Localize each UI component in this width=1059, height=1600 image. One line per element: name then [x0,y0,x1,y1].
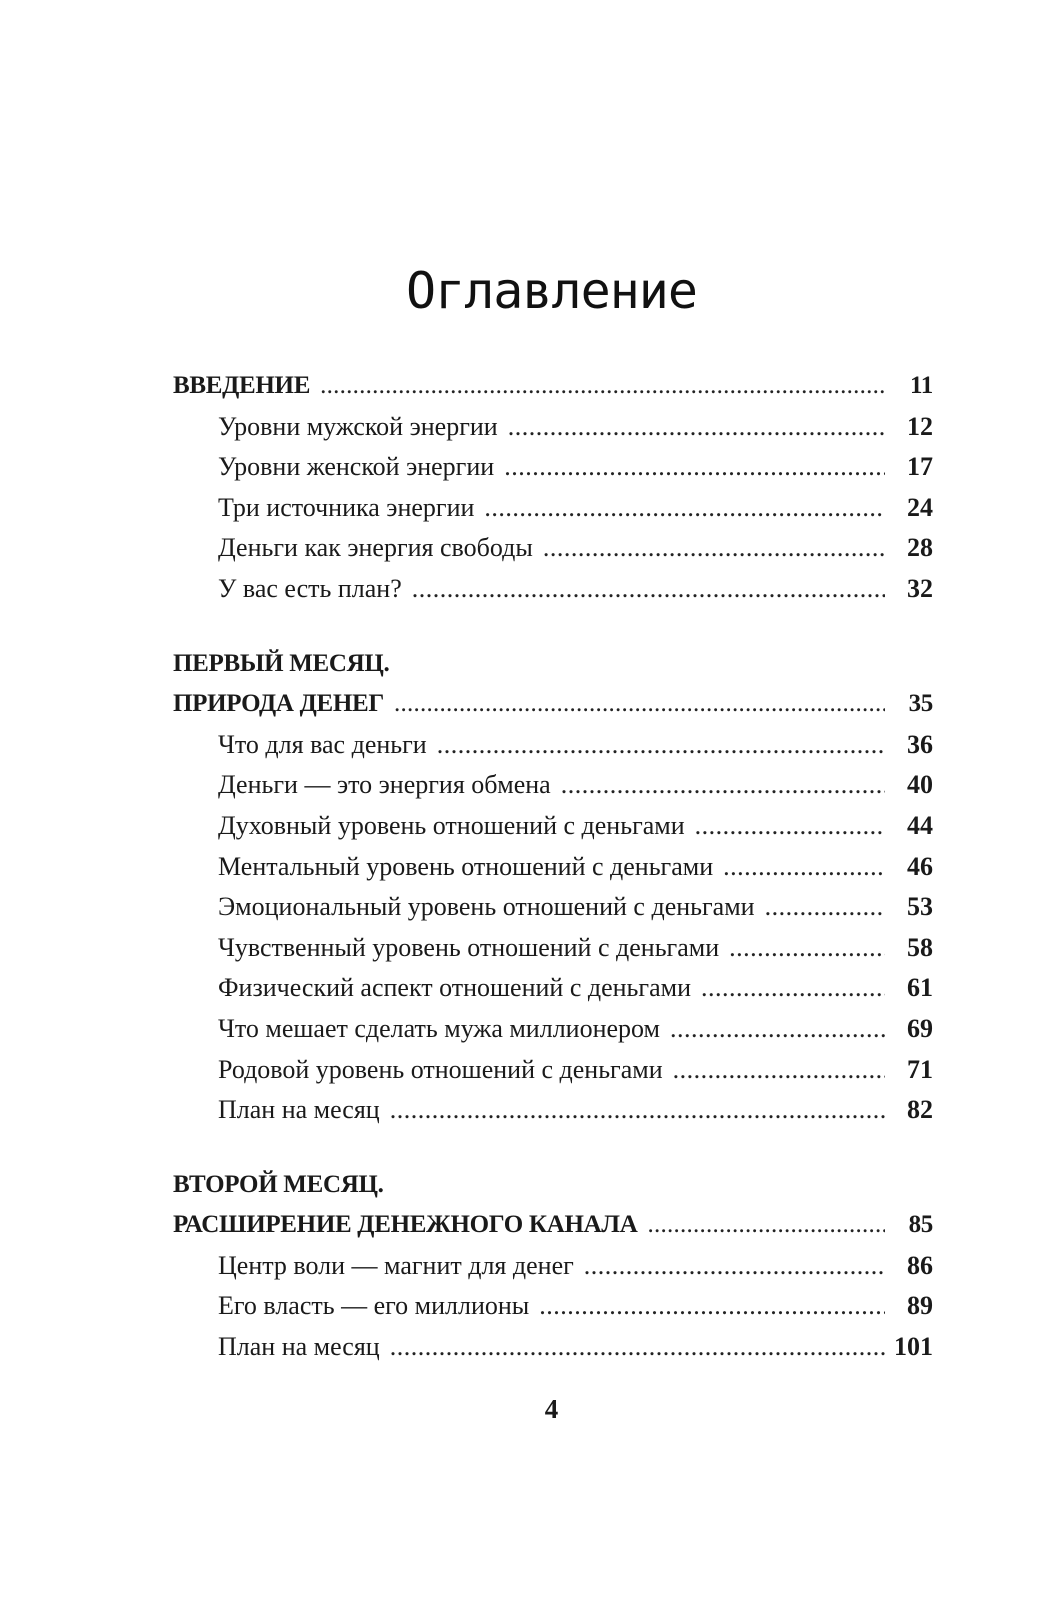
toc-entry-label: Деньги как энергия свободы [218,533,533,563]
toc-entry-label: Чувственный уровень отношений с деньгами [218,932,720,962]
toc-entry[interactable] [173,1327,933,1368]
leader-dots [670,1009,885,1050]
toc-entry-label: Его власть — его миллионы [218,1291,530,1321]
toc-section-introduction [173,366,933,610]
toc-page-number: 82 [907,1095,933,1125]
toc-page-number: 40 [907,770,933,800]
toc-entry[interactable] [173,1246,933,1287]
toc-entry[interactable] [173,765,933,806]
toc-page-number: 86 [907,1250,933,1280]
toc-entry-label: Духовный уровень отношений с деньгами [218,810,685,840]
toc-page-number: 12 [907,411,933,441]
toc-page-number: 35 [908,690,933,718]
toc-heading-label: ПЕРВЫЙ МЕСЯЦ. [173,649,390,677]
toc-page-number: 53 [907,892,933,922]
toc-heading-label: РАСШИРЕНИЕ ДЕНЕЖНОГО КАНАЛА [173,1211,638,1239]
toc-entry[interactable] [173,1090,933,1131]
toc-entry[interactable] [173,1009,933,1050]
toc-section-first-month [173,644,933,1131]
toc-page-number: 71 [907,1054,933,1084]
toc-entry[interactable] [173,887,933,928]
page-title: Оглавление [405,262,698,320]
toc-page-number: 32 [907,573,933,603]
toc-page-number: 61 [907,973,933,1003]
toc-entry[interactable] [173,1050,933,1091]
leader-dots [673,1050,885,1091]
toc-page-number: 11 [909,372,933,399]
leader-dots [561,765,885,806]
leader-dots [729,928,885,969]
leader-dots [390,1327,885,1368]
leader-dots [539,1286,885,1327]
toc-entry[interactable] [173,488,933,529]
toc-entry[interactable] [173,447,933,488]
toc-section-heading[interactable] [173,684,933,725]
toc-entry-label: Физический аспект отношений с деньгами [218,973,691,1003]
toc-entry[interactable] [173,968,933,1009]
table-of-contents [173,366,933,1368]
leader-dots [508,407,885,448]
toc-entry[interactable] [173,569,933,610]
toc-heading-label: ВВЕДЕНИЕ [173,372,311,399]
toc-entry-label: Центр воли — магнит для денег [218,1250,574,1280]
toc-entry-label: Деньги — это энергия обмена [218,770,551,800]
toc-page-number: 101 [894,1332,933,1362]
page-number: 4 [544,1394,559,1424]
toc-entry-label: Три источника энергии [218,492,475,522]
toc-page-number: 69 [907,1013,933,1043]
leader-dots [484,488,885,529]
toc-entry-label: Что мешает сделать мужа миллионером [218,1013,660,1043]
leader-dots [647,1205,885,1246]
toc-entry-label: У вас есть план? [218,573,402,603]
toc-entry-label: Что для вас деньги [218,729,427,759]
toc-page-number: 36 [907,729,933,759]
leader-dots [695,806,885,847]
leader-dots [701,968,885,1009]
toc-entry-label: Уровни женской энергии [218,452,495,482]
toc-entry-label: Эмоциональный уровень отношений с деньгами [218,892,755,922]
toc-section-heading[interactable] [173,1205,933,1246]
toc-page-number: 85 [908,1211,933,1239]
toc-heading-label: ВТОРОЙ МЕСЯЦ. [173,1170,384,1198]
toc-section-heading[interactable] [173,366,933,407]
toc-page-number: 17 [907,452,933,482]
toc-entry[interactable] [173,528,933,569]
leader-dots [437,725,885,766]
leader-dots [412,569,885,610]
toc-page-number: 58 [907,932,933,962]
toc-heading-label: ПРИРОДА ДЕНЕГ [173,690,384,718]
toc-entry-label: План на месяц [218,1095,380,1125]
toc-entry[interactable] [173,928,933,969]
toc-entry[interactable] [173,806,933,847]
leader-dots [390,1090,885,1131]
toc-entry-label: Уровни мужской энергии [218,411,498,441]
leader-dots [320,366,885,407]
toc-entry-label: План на месяц [218,1332,380,1362]
toc-page-number: 89 [907,1291,933,1321]
toc-entry[interactable] [173,847,933,888]
toc-entry-label: Родовой уровень отношений с деньгами [218,1054,663,1084]
toc-page-number: 46 [907,851,933,881]
toc-page-number: 44 [907,810,933,840]
leader-dots [504,447,885,488]
leader-dots [584,1246,885,1287]
leader-dots [765,887,885,928]
toc-section-heading-line [173,644,933,685]
toc-section-heading-line [173,1165,933,1206]
toc-entry-label: Ментальный уровень отношений с деньгами [218,851,714,881]
toc-entry[interactable] [173,1286,933,1327]
leader-dots [723,847,885,888]
toc-entry[interactable] [173,725,933,766]
leader-dots [394,684,885,725]
leader-dots [543,528,885,569]
toc-page-number: 24 [907,492,933,522]
toc-page-number: 28 [907,533,933,563]
toc-section-second-month [173,1165,933,1368]
toc-entry[interactable] [173,407,933,448]
